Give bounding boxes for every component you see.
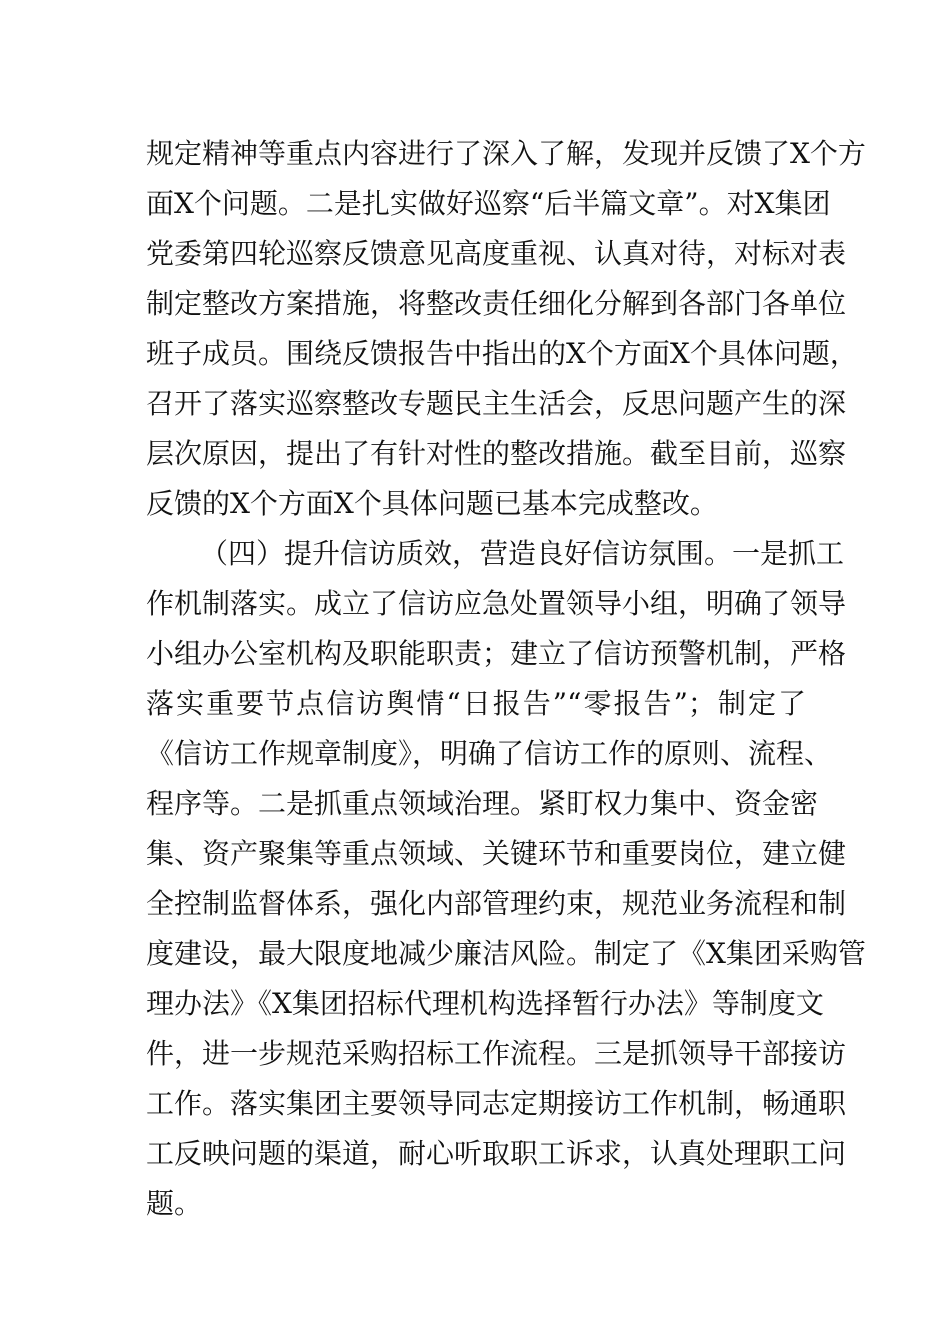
text-line: 理办法》《X集团招标代理机构选择暂行办法》等制度文	[146, 987, 824, 1020]
text-line: 度建设，最大限度地减少廉洁风险。制定了《X集团采购管	[146, 937, 866, 970]
text-line: 件，进一步规范采购招标工作流程。三是抓领导干部接访	[146, 1037, 847, 1070]
text-line: 工作。落实集团主要领导同志定期接访工作机制，畅通职	[146, 1087, 847, 1120]
text-line: 题。	[146, 1187, 203, 1220]
text-line: 工反映问题的渠道，耐心听取职工诉求，认真处理职工问	[146, 1137, 847, 1170]
text-line: 小组办公室机构及职能职责；建立了信访预警机制，严格	[146, 637, 847, 670]
text-line: 集、资产聚集等重点领域、关键环节和重要岗位，建立健	[146, 837, 847, 870]
text-line: 召开了落实巡察整改专题民主生活会，反思问题产生的深	[146, 387, 847, 420]
section-heading-line: （四）提升信访质效，营造良好信访氛围。一是抓工	[200, 537, 845, 570]
text-line: 作机制落实。成立了信访应急处置领导小组，明确了领导	[146, 587, 847, 620]
text-line: 党委第四轮巡察反馈意见高度重视、认真对待，对标对表	[146, 237, 847, 270]
text-line: 层次原因，提出了有针对性的整改措施。截至目前，巡察	[146, 437, 847, 470]
text-line: 全控制监督体系，强化内部管理约束，规范业务流程和制	[146, 887, 847, 920]
text-line: 《信访工作规章制度》，明确了信访工作的原则、流程、	[146, 737, 833, 770]
text-line: 制定整改方案措施，将整改责任细化分解到各部门各单位	[146, 287, 847, 320]
text-line: 落实重要节点信访舆情“日报告”“零报告”；制定了	[146, 687, 806, 720]
text-line: 面X个问题。二是扎实做好巡察“后半篇文章”。对X集团	[146, 187, 831, 220]
text-line: 程序等。二是抓重点领域治理。紧盯权力集中、资金密	[146, 787, 819, 820]
text-line: 规定精神等重点内容进行了深入了解，发现并反馈了X个方	[146, 137, 866, 170]
text-line: 反馈的X个方面X个具体问题已基本完成整改。	[146, 487, 718, 520]
text-line: 班子成员。围绕反馈报告中指出的X个方面X个具体问题，	[146, 337, 858, 370]
